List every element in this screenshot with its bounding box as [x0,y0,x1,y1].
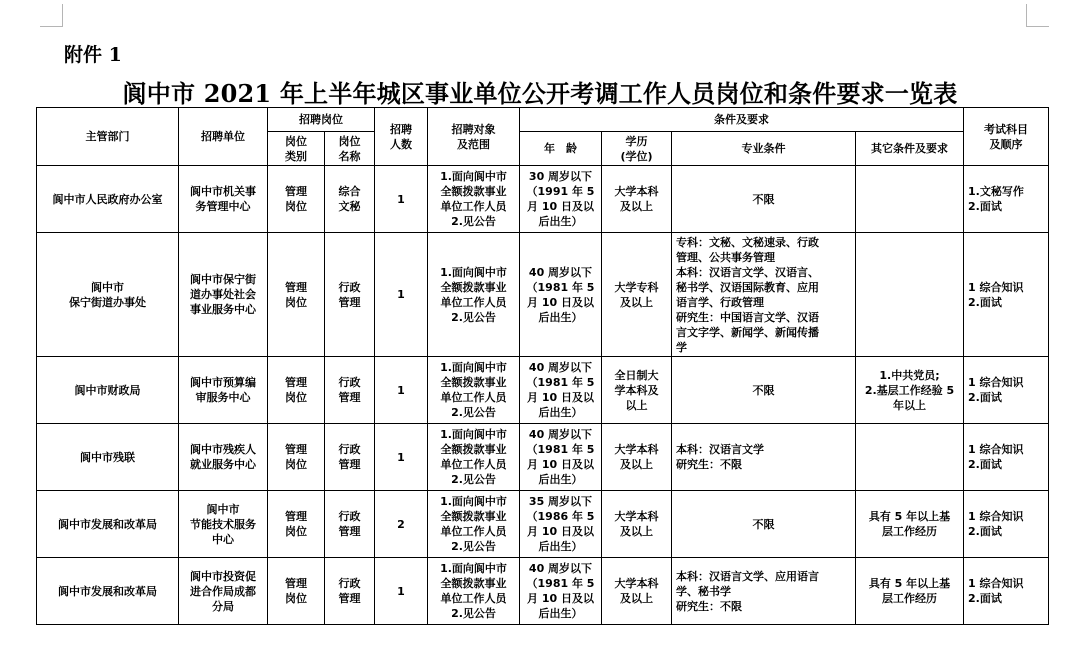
cell-other [856,233,964,357]
cell-education [602,233,672,357]
cell-count-line: 2 [397,517,405,531]
cell-other [856,491,964,558]
cell-target-line: 单位工作人员 [440,592,507,605]
cell-exam-line: 1 综合知识 [968,443,1024,456]
cell-target-line: 2.见公告 [451,607,496,620]
cell-age-line: 30 周岁以下 [528,170,593,183]
cell-education-line: 全日制大 [614,368,659,382]
cell-education-line: 及以上 [620,525,653,538]
cell-unit [179,491,268,558]
cell-age-line: （1981 年 5 [526,443,595,456]
cell-age-line: 40 周岁以下 [528,265,593,279]
cell-age [520,424,602,491]
cell-unit-line: 阆中市 [206,502,240,516]
cell-unit-line: 阆中市保宁街 [190,273,256,286]
cell-age-line: （1981 年 5 [526,577,595,590]
cell-age [520,233,602,357]
header-unit: 招聘单位 [179,108,268,166]
cell-major [672,424,856,491]
cell-age [520,166,602,233]
cell-exam-line: 2.面试 [968,200,1002,213]
cell-target [428,558,520,625]
header-dept: 主管部门 [37,108,179,166]
cell-target-line: 1.面向阆中市 [440,361,507,374]
cell-position-name [325,491,375,558]
cell-count [375,491,428,558]
cell-exam [964,166,1049,233]
cell-other-line: 层工作经历 [882,525,937,538]
cell-major-line: 学、秘书学 [676,584,731,598]
table-row [37,357,1049,424]
cell-position-name [325,233,375,357]
cell-position-name-line: 行政 [338,280,361,294]
cell-exam-line: 2.面试 [968,391,1002,404]
cell-education [602,424,672,491]
cell-count [375,424,428,491]
cell-position-type-line: 岗位 [285,200,307,213]
positions-table-body [37,166,1049,625]
cell-other-line: 1.中共党员; [879,368,940,382]
cell-position-name [325,424,375,491]
cell-other-line: 2.基层工作经验 5 [864,383,955,397]
cell-education-line: 及以上 [620,200,653,213]
cell-education [602,491,672,558]
cell-age-line: 后出生） [538,607,583,620]
cell-position-type-line: 管理 [285,185,307,198]
cell-age-line: 40 周岁以下 [528,361,593,374]
cell-exam-line: 1 综合知识 [968,510,1024,523]
header-conditions-group: 条件及要求 [520,108,964,132]
cell-position-type [268,558,325,625]
cell-other-line: 具有 5 年以上基 [868,510,951,523]
cell-position-type [268,424,325,491]
cell-major-line: 专科：文秘、文秘速录、行政 [676,235,819,249]
cell-target-line: 1.面向阆中市 [440,428,507,441]
cell-major-line: 秘书学、汉语国际教育、应用 [676,280,819,294]
cell-major [672,491,856,558]
cell-target-line: 1.面向阆中市 [440,265,507,279]
header-position-type: 岗位 类别 [268,132,325,166]
cell-dept-line: 保宁街道办事处 [69,295,146,309]
cell-unit-line: 分局 [212,599,234,613]
cell-other [856,166,964,233]
cell-dept [37,424,179,491]
cell-education-line: 以上 [625,398,648,412]
cell-target-line: 2.见公告 [451,406,496,419]
cell-exam-line: 1 综合知识 [968,280,1024,294]
cell-dept-line: 阆中市 [91,280,124,294]
table-row [37,424,1049,491]
cell-position-name [325,558,375,625]
cell-position-type-line: 岗位 [285,458,307,471]
cell-education [602,357,672,424]
cell-count [375,357,428,424]
cell-education-line: 大学本科 [614,510,659,523]
cell-age-line: 月 10 日及以 [527,458,594,471]
cell-position-name-line: 文秘 [338,200,361,213]
cell-education-line: 及以上 [620,592,653,605]
cell-age-line: 月 10 日及以 [527,295,594,309]
cell-target-line: 全额拨款事业 [440,280,507,294]
cell-position-type-line: 管理 [285,577,307,590]
cell-age-line: 40 周岁以下 [528,428,593,441]
cell-target-line: 单位工作人员 [440,200,507,213]
cell-position-type-line: 岗位 [285,295,307,309]
cell-unit [179,558,268,625]
cell-count-line: 1 [397,192,405,206]
cell-major-line: 研究生：不限 [676,458,742,471]
cell-major [672,233,856,357]
cell-education-line: 及以上 [620,458,653,471]
cell-other [856,424,964,491]
cell-major-line: 语言学、行政管理 [676,295,764,309]
cell-dept [37,558,179,625]
cell-position-name-line: 综合 [338,185,361,198]
cell-exam-line: 2.面试 [968,295,1002,309]
cell-major [672,558,856,625]
cell-position-name-line: 管理 [338,458,361,471]
cell-age-line: 月 10 日及以 [527,200,594,213]
cell-unit-line: 审服务中心 [195,391,251,404]
header-target: 招聘对象 及范围 [428,108,520,166]
cell-target-line: 全额拨款事业 [440,376,507,389]
cell-major-line: 本科：汉语言文学、汉语言、 [676,265,819,279]
cell-target-line: 全额拨款事业 [440,185,507,198]
cell-target [428,233,520,357]
cell-position-name-line: 行政 [338,510,361,523]
cell-position-name-line: 管理 [338,525,361,538]
cell-target-line: 1.面向阆中市 [440,170,507,183]
cell-age-line: 后出生） [538,473,583,486]
cell-education-line: 大学本科 [614,443,659,456]
cell-age-line: （1981 年 5 [526,376,595,389]
cell-dept [37,491,179,558]
cell-position-type-line: 管理 [285,376,307,389]
cell-count [375,233,428,357]
cell-other [856,357,964,424]
cell-target-line: 单位工作人员 [440,295,507,309]
cell-exam [964,357,1049,424]
positions-table [36,107,1049,625]
cell-unit [179,424,268,491]
cell-other-line: 层工作经历 [882,592,937,605]
cell-dept [37,166,179,233]
cell-exam-line: 1.文秘写作 [968,185,1024,198]
cell-exam-line: 2.面试 [968,592,1002,605]
cell-unit-line: 进合作局成都 [190,584,256,598]
cell-position-name-line: 行政 [338,376,361,389]
cell-target-line: 单位工作人员 [440,391,507,404]
header-position-name: 岗位 名称 [325,132,375,166]
cell-target-line: 全额拨款事业 [440,443,507,456]
cell-target-line: 1.面向阆中市 [440,562,507,575]
cell-major-line: 言文字学、新闻学、新闻传播 [676,325,819,339]
page-corner-mark-right [1026,4,1049,27]
cell-dept-line: 阆中市发展和改革局 [58,584,157,598]
cell-target-line: 2.见公告 [451,473,496,486]
table-row [37,491,1049,558]
cell-position-name-line: 管理 [338,391,361,404]
cell-dept-line: 阆中市人民政府办公室 [52,192,163,206]
header-other: 其它条件及要求 [856,132,964,166]
cell-age-line: 月 10 日及以 [527,525,594,538]
header-education: 学历 (学位) [602,132,672,166]
cell-target-line: 单位工作人员 [440,525,507,538]
cell-exam [964,491,1049,558]
cell-target [428,424,520,491]
cell-position-name [325,357,375,424]
cell-position-name-line: 行政 [338,577,361,590]
cell-exam-line: 2.面试 [968,458,1002,471]
cell-unit-line: 阆中市投资促 [190,569,256,583]
cell-target [428,166,520,233]
cell-unit-line: 阆中市机关事 [190,185,256,198]
page-corner-mark-left [40,4,63,27]
cell-age [520,357,602,424]
cell-education [602,166,672,233]
cell-position-type-line: 岗位 [285,525,307,538]
cell-unit-line: 道办事处社会 [190,288,256,301]
cell-unit-line: 务管理中心 [195,200,251,213]
cell-unit-line: 中心 [212,532,234,546]
cell-count [375,166,428,233]
cell-age-line: （1986 年 5 [526,510,595,523]
cell-position-name-line: 行政 [338,443,361,456]
cell-age-line: 后出生） [538,406,583,419]
cell-target-line: 全额拨款事业 [440,510,507,523]
cell-count [375,558,428,625]
cell-exam [964,424,1049,491]
cell-target-line: 2.见公告 [451,540,496,553]
page-title: 阆中市 2021 年上半年城区事业单位公开考调工作人员岗位和条件要求一览表 [122,79,958,108]
cell-dept [37,357,179,424]
cell-position-type-line: 管理 [285,510,307,523]
header-count: 招聘 人数 [375,108,428,166]
cell-count-line: 1 [397,288,405,301]
cell-education-line: 及以上 [620,295,653,309]
cell-major-line: 研究生：不限 [676,599,742,613]
cell-exam [964,233,1049,357]
cell-age-line: 后出生） [538,540,583,553]
attachment-label: 附件 1 [64,44,122,66]
cell-other-line: 年以上 [893,398,926,412]
cell-position-type [268,166,325,233]
table-row [37,166,1049,233]
cell-education-line: 学本科及 [614,383,659,397]
cell-unit [179,166,268,233]
cell-major [672,166,856,233]
cell-position-type-line: 岗位 [285,391,307,404]
cell-education-line: 大学本科 [614,577,659,590]
cell-age-line: 40 周岁以下 [528,562,593,575]
cell-position-name-line: 管理 [338,592,361,605]
cell-major-line: 不限 [752,383,775,397]
cell-count-line: 1 [397,450,405,464]
cell-target-line: 2.见公告 [451,215,496,228]
cell-dept-line: 阆中市残联 [80,450,135,464]
cell-other-line: 具有 5 年以上基 [868,577,951,590]
cell-age-line: 后出生） [538,310,583,324]
table-row [37,558,1049,625]
cell-age [520,558,602,625]
cell-age [520,491,602,558]
cell-dept [37,233,179,357]
cell-major-line: 学 [676,340,687,354]
header-age: 年 龄 [520,132,602,166]
cell-unit-line: 节能技术服务 [190,517,256,531]
cell-unit [179,357,268,424]
cell-position-type-line: 管理 [285,443,307,456]
cell-target-line: 2.见公告 [451,310,496,324]
cell-major-line: 本科：汉语言文学、应用语言 [676,569,819,583]
cell-target [428,491,520,558]
cell-position-type [268,491,325,558]
header-exam: 考试科目 及顺序 [964,108,1049,166]
cell-major-line: 研究生：中国语言文学、汉语 [676,310,819,324]
cell-age-line: 月 10 日及以 [527,592,594,605]
cell-target-line: 单位工作人员 [440,458,507,471]
cell-major-line: 不限 [752,517,775,531]
cell-count-line: 1 [397,584,405,598]
table-row [37,233,1049,357]
cell-position-name [325,166,375,233]
cell-exam-line: 1 综合知识 [968,376,1024,389]
cell-major-line: 不限 [752,192,775,206]
cell-target-line: 全额拨款事业 [440,577,507,590]
cell-unit-line: 阆中市预算编 [190,376,256,389]
cell-unit-line: 就业服务中心 [190,458,256,471]
cell-age-line: 35 周岁以下 [528,495,593,508]
cell-unit-line: 阆中市残疾人 [190,443,256,456]
cell-position-type-line: 岗位 [285,592,307,605]
cell-position-name-line: 管理 [338,295,361,309]
cell-age-line: （1991 年 5 [526,185,595,198]
cell-age-line: （1981 年 5 [526,280,595,294]
cell-age-line: 后出生） [538,215,583,228]
cell-other [856,558,964,625]
header-row-1 [37,108,1049,132]
cell-position-type [268,233,325,357]
cell-count-line: 1 [397,383,405,397]
cell-target [428,357,520,424]
cell-unit-line: 事业服务中心 [190,303,256,316]
cell-exam-line: 2.面试 [968,525,1002,538]
header-position-group: 招聘岗位 [268,108,375,132]
cell-education-line: 大学本科 [614,185,659,198]
cell-major-line: 管理、公共事务管理 [676,250,775,264]
header-major: 专业条件 [672,132,856,166]
cell-exam-line: 1 综合知识 [968,577,1024,590]
cell-unit [179,233,268,357]
cell-position-type-line: 管理 [285,280,307,294]
cell-exam [964,558,1049,625]
cell-education-line: 大学专科 [614,280,659,294]
cell-dept-line: 阆中市发展和改革局 [58,517,157,531]
cell-major [672,357,856,424]
cell-target-line: 1.面向阆中市 [440,495,507,508]
cell-major-line: 本科：汉语言文学 [676,443,764,456]
cell-age-line: 月 10 日及以 [527,391,594,404]
cell-education [602,558,672,625]
cell-position-type [268,357,325,424]
cell-dept-line: 阆中市财政局 [74,383,141,397]
